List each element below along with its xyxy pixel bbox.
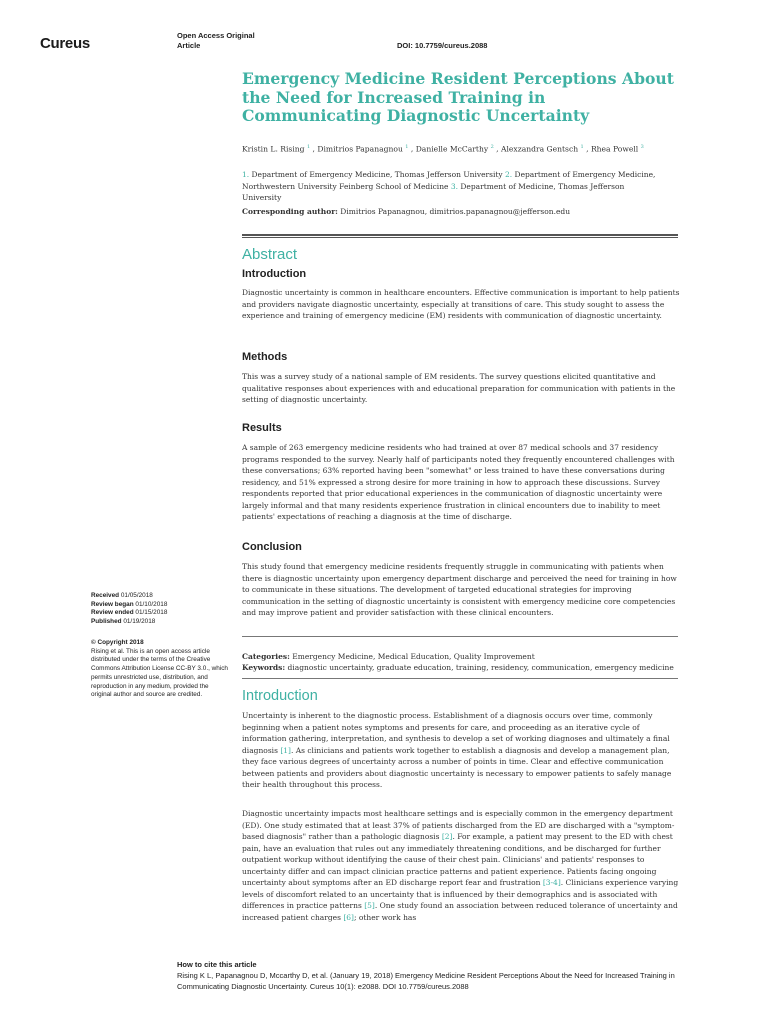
article-title: Emergency Medicine Resident Perceptions About the Need for Increased Training in Communicating Diagnostic Uncertainty	[242, 69, 674, 125]
license-text: Rising et al. This is an open access article distributed under the terms of the Creative Commons Attribution License CC-BY 3.0., which permits unrestricted use, distribution, and reproduction in any medium, provided the original author and source are credited.	[91, 647, 228, 699]
corresponding-author-value[interactable]: Dimitrios Papanagnou, dimitrios.papanagnou@jefferson.edu	[337, 207, 571, 216]
abstract-intro-text: Diagnostic uncertainty is common in healthcare encounters. Effective communication is important to help patients and providers navigate diagnostic uncertainty, especially at transitions of care. This study sought to assess the experience and training of emergency medicine (EM) residents with communication of diagnostic uncertainty.	[242, 288, 680, 320]
abstract-conclusion-text: This study found that emergency medicine residents frequently struggle in communicating with patients when there is diagnostic uncertainty upon emergency department discharge and perceived the need for training in how to communicate in these situations. The development of targeted educational strategies for improving communication in the setting of diagnostic uncertainty is consistent with emergency medicine core competencies and may improve patient and provider satisfaction with these clinical encounters.	[242, 562, 677, 617]
keywords-value: diagnostic uncertainty, graduate education, training, residency, communication, emergency medicine	[285, 663, 674, 672]
review-began-date: Review began 01/10/2018	[91, 600, 168, 608]
abstract-conclusion-heading: Conclusion	[242, 541, 302, 553]
introduction-heading: Introduction	[242, 688, 318, 704]
keywords	[242, 662, 680, 674]
corresponding-author-label: Corresponding author:	[242, 207, 338, 216]
abstract-methods-text: This was a survey study of a national sample of EM residents. The survey questions elicited quantitative and qualitative responses about experiences with and educational preparation for communication with patients in the setting of diagnostic uncertainty.	[242, 372, 676, 404]
categories-label: Categories:	[242, 652, 290, 661]
affiliation-text: Department of Emergency Medicine, Thomas Jefferson University	[249, 170, 506, 179]
review-ended-date: Review ended 01/15/2018	[91, 609, 168, 617]
author-name[interactable]: Dimitrios Papanagnou	[317, 144, 403, 154]
abstract-intro-heading: Introduction	[242, 268, 307, 280]
author-name[interactable]: Danielle McCarthy	[415, 144, 489, 154]
corresponding-author	[242, 206, 680, 218]
author-affiliation-sup: 3	[640, 144, 644, 150]
categories-value: Emergency Medicine, Medical Education, Quality Improvement	[289, 652, 535, 661]
abstract-results-text: A sample of 263 emergency medicine residents who had trained at over 87 medical schools and 37 residency programs responded to the survey. Nearly half of participants noted they frequently encountered challenges with these conversations; 63% reported having been "somewhat" or less trained to have these conversations during residency, and 51% expressed a strong desire for more training in how to approach these discussions. Survey respondents reported that prior educational experiences in the communication of diagnostic uncertainty were largely informal and that many residents experience frustration in clinical encounters due to inability to meet patients' expectations of reaching a diagnosis at the time of discharge.	[242, 443, 675, 521]
introduction-paragraph-2: Diagnostic uncertainty impacts most healthcare settings and is especially common in the emergency department (ED). One study estimated that at least 37% of patients discharged from the ED are discharged with a "symptom-based diagnosis" rather than a pathologic diagnosis [2]. For example, a patient may present to the ED with chest pain, have an evaluation that rules out any immediately threatening conditions, and be discharged for further outpatient workup without identifying the cause of their chest pain. Clinicians' and patients' responses to uncertainty differ and can impact clinician practice patterns and patient experience. Patients facing ongoing uncertainty about symptoms after an ED discharge report fear and frustration [3-4]. Clinicians experience varying levels of discomfort related to an uncertainty that is influenced by their demographics and is associated with differences in practice patterns [5]. One study found an association between reduced tolerance of uncertainty and increased patient charges [6]; other work has	[242, 809, 679, 922]
reference-link[interactable]: [1]	[280, 745, 291, 755]
author-affiliation-sup: 1	[306, 144, 311, 150]
citation-text: Rising K L, Papanagnou D, Mccarthy D, et al. (January 19, 2018) Emergency Medicine Resident Perceptions About the Need for Increased Training in Communicating Diagnostic Uncertainty. Cureus 10(1): e2088. DOI 10.7759/cureus.2088	[177, 971, 675, 991]
header-doi: DOI: 10.7759/cureus.2088	[397, 41, 488, 50]
abstract-results-heading: Results	[242, 422, 282, 434]
received-date: Received 01/05/2018	[91, 592, 153, 599]
keywords-label: Keywords:	[242, 663, 286, 672]
keywords-divider-bottom	[242, 678, 678, 679]
published-date: Published 01/19/2018	[91, 618, 156, 626]
article-type-line2: Article	[177, 41, 201, 50]
author-affiliation-sup: 2	[490, 144, 494, 150]
author-list: Kristin L. Rising $^1$ , Dimitrios Papanagnou $^1$ , Danielle McCarthy $^2$ , Alexzandra Gentsch $^1$ , Rhea Powell $^3$	[242, 144, 644, 154]
author-name[interactable]: Rhea Powell	[590, 144, 639, 154]
categories	[242, 651, 680, 663]
article-type-line1: Open Access Original	[177, 31, 255, 40]
author-affiliation-sup: 1	[580, 144, 584, 150]
author-name[interactable]: Kristin L. Rising	[242, 144, 305, 154]
reference-link[interactable]: [6]	[343, 912, 354, 922]
introduction-paragraph-1: Uncertainty is inherent to the diagnostic process. Establishment of a diagnosis occurs over time, commonly beginning when a patient notes symptoms and presents for care, and proceeding as an iterative cycle of information gathering, interpretation, and synthesis to develop a set of working diagnoses and ultimately a final diagnosis [1]. As clinicians and patients work together to establish a diagnosis and develop a management plan, they face various degrees of uncertainty across a number of points in time. Clear and effective communication between patients and providers about diagnostic uncertainty is necessary to empower patients to safely manage their health throughout this process.	[242, 711, 672, 789]
author-affiliation-sup: 1	[405, 144, 409, 150]
abstract-methods-heading: Methods	[242, 351, 288, 363]
affiliation-text: Department of Emergency Medicine, Northwestern University Feinberg School of Medicine	[242, 170, 656, 191]
article-type	[177, 31, 255, 51]
affiliations	[242, 169, 662, 204]
copyright-line: © Copyright 2018	[91, 639, 144, 646]
affiliation-number: 2.	[505, 170, 513, 179]
keywords-divider-top	[242, 636, 678, 637]
reference-link[interactable]: [5]	[364, 901, 375, 910]
abstract-heading: Abstract	[242, 246, 298, 263]
affiliation-number: 1.	[242, 170, 250, 179]
citation-heading: How to cite this article	[177, 960, 257, 969]
reference-link[interactable]: [3-4]	[542, 878, 561, 887]
author-name[interactable]: Alexzandra Gentsch	[501, 144, 579, 154]
article-dates	[91, 592, 231, 627]
reference-link[interactable]: [2]	[441, 832, 453, 841]
abstract-divider	[242, 234, 678, 238]
affiliation-text: Department of Medicine, Thomas Jefferson University	[242, 181, 625, 202]
affiliation-number: 3.	[450, 181, 459, 191]
copyright-block	[91, 639, 229, 700]
journal-logo: Cureus	[40, 35, 90, 52]
